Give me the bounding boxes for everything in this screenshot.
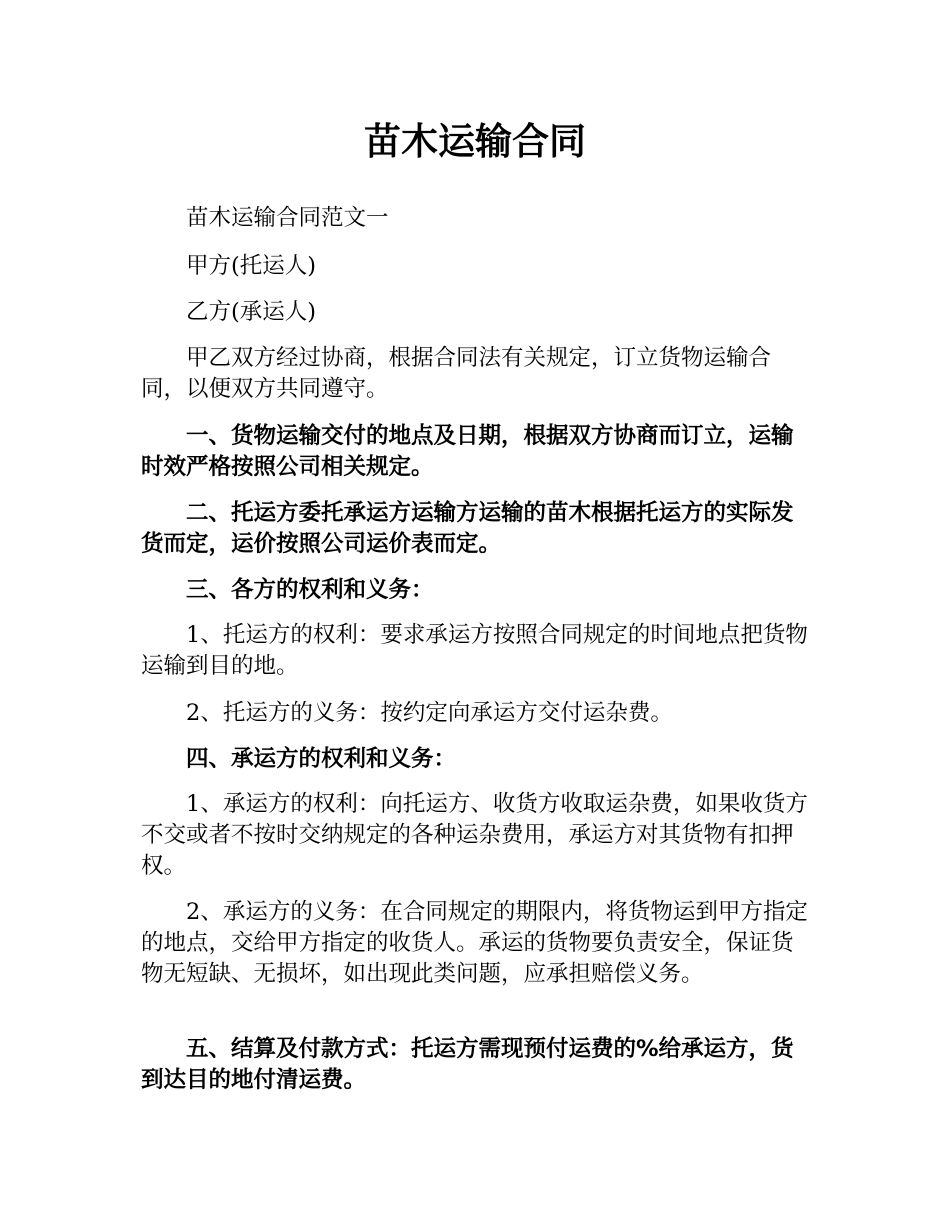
document-title: 苗木运输合同	[364, 120, 586, 163]
paragraph-party-a: 甲方(托运人)	[186, 253, 317, 279]
paragraph-clause-5: 五、结算及付款方式：托运方需现预付运费的%给承运方，货到达目的地付清运费。	[141, 1036, 794, 1093]
paragraph-clause-3-item-1: 1、托运方的权利：要求承运方按照合同规定的时间地点把货物运输到目的地。	[141, 622, 808, 679]
paragraph-party-b: 乙方(承运人)	[186, 299, 317, 325]
paragraph-subtitle: 苗木运输合同范文一	[186, 205, 389, 231]
paragraph-clause-4-item-1: 1、承运方的权利：向托运方、收货方收取运杂费，如果收货方不交或者不按时交纳规定的各种运杂费用，承运方对其货物有扣押权。	[141, 791, 808, 879]
paragraph-clause-4-heading: 四、承运方的权利和义务：	[186, 746, 457, 772]
paragraph-clause-2: 二、托运方委托承运方运输方运输的苗木根据托运方的实际发货而定，运价按照公司运价表而定。	[141, 500, 794, 557]
paragraph-clause-4-item-2: 2、承运方的义务：在合同规定的期限内，将货物运到甲方指定的地点，交给甲方指定的收货人。承运的货物要负责安全，保证货物无短缺、无损坏，如出现此类问题，应承担赔偿义务。	[141, 899, 808, 987]
paragraph-preamble: 甲乙双方经过协商，根据合同法有关规定，订立货物运输合同，以便双方共同遵守。	[141, 345, 772, 402]
paragraph-clause-1: 一、货物运输交付的地点及日期，根据双方协商而订立，运输时效严格按照公司相关规定。	[141, 423, 794, 480]
paragraph-clause-3-item-2: 2、托运方的义务：按约定向承运方交付运杂费。	[186, 700, 673, 726]
paragraph-clause-3-heading: 三、各方的权利和义务：	[186, 577, 434, 603]
